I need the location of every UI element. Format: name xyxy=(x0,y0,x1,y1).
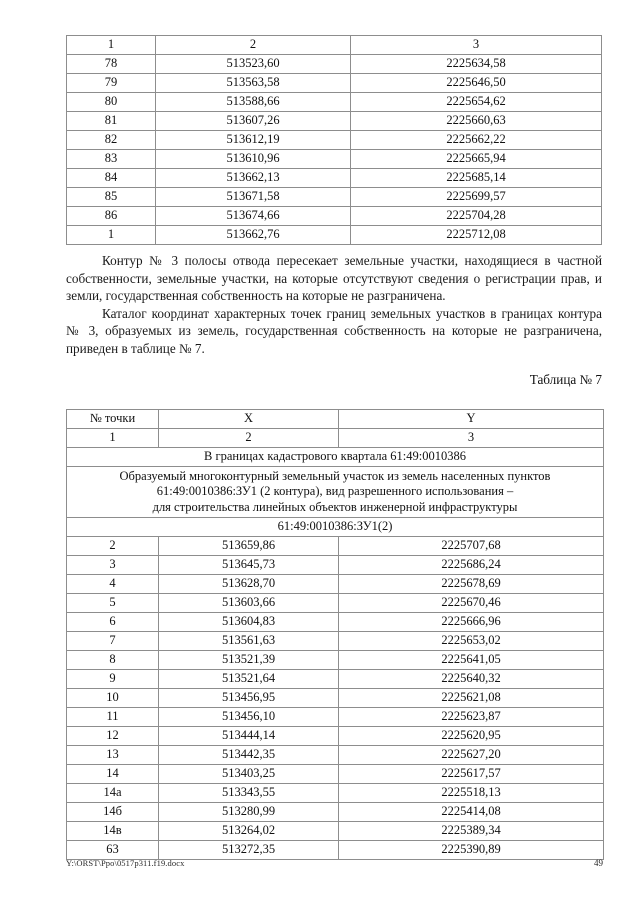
x-coordinate-cell: 513628,70 xyxy=(159,574,339,593)
x-coordinate-cell: 513612,19 xyxy=(156,131,351,150)
table-row-column-numbers xyxy=(67,429,604,448)
table-caption: Таблица № 7 xyxy=(529,372,602,387)
x-coordinate-cell: 513603,66 xyxy=(159,593,339,612)
x-coordinate-cell: 513272,35 xyxy=(159,840,339,859)
y-coordinate-cell: 2225678,69 xyxy=(339,574,604,593)
parcel-description-line-1: Образуемый многоконтурный земельный участок из земель населенных пунктов xyxy=(119,469,551,483)
point-number-cell: 8 xyxy=(67,650,159,669)
point-number-cell: 78 xyxy=(67,55,156,74)
header-cell-3: Y xyxy=(339,410,604,429)
x-coordinate-cell: 513561,63 xyxy=(159,631,339,650)
point-number-cell: 81 xyxy=(67,112,156,131)
table-row xyxy=(67,93,602,112)
point-number-cell: 63 xyxy=(67,840,159,859)
x-coordinate-cell: 513456,95 xyxy=(159,688,339,707)
point-number-cell: 79 xyxy=(67,74,156,93)
column-number-cell-1: 1 xyxy=(67,429,159,448)
table-row-column-numbers xyxy=(67,36,602,55)
point-number-cell: 83 xyxy=(67,150,156,169)
contour-label-cell: 61:49:0010386:ЗУ1(2) xyxy=(67,517,604,536)
coordinate-table-7 xyxy=(66,409,604,860)
point-number-cell: 3 xyxy=(67,555,159,574)
point-number-cell: 82 xyxy=(67,131,156,150)
x-coordinate-cell: 513442,35 xyxy=(159,745,339,764)
y-coordinate-cell: 2225670,46 xyxy=(339,593,604,612)
y-coordinate-cell: 2225707,68 xyxy=(339,536,604,555)
y-coordinate-cell: 2225699,57 xyxy=(351,188,602,207)
point-number-cell: 10 xyxy=(67,688,159,707)
point-number-cell: 11 xyxy=(67,707,159,726)
y-coordinate-cell: 2225621,08 xyxy=(339,688,604,707)
x-coordinate-cell: 513671,58 xyxy=(156,188,351,207)
y-coordinate-cell: 2225389,34 xyxy=(339,821,604,840)
table-two-body xyxy=(67,410,604,860)
table-row xyxy=(67,55,602,74)
point-number-cell: 5 xyxy=(67,593,159,612)
column-number-cell-3: 3 xyxy=(351,36,602,55)
header-cell-1: № точки xyxy=(67,410,159,429)
point-number-cell: 14б xyxy=(67,802,159,821)
table-row xyxy=(67,821,604,840)
table-header-row xyxy=(67,410,604,429)
x-coordinate-cell: 513264,02 xyxy=(159,821,339,840)
x-coordinate-cell: 513607,26 xyxy=(156,112,351,131)
x-coordinate-cell: 513521,39 xyxy=(159,650,339,669)
y-coordinate-cell: 2225518,13 xyxy=(339,783,604,802)
footer-file-path: Y:\ORST\Ppo\0517p311.f19.docx xyxy=(66,858,185,868)
table-row xyxy=(67,745,604,764)
point-number-cell: 12 xyxy=(67,726,159,745)
x-coordinate-cell: 513563,58 xyxy=(156,74,351,93)
y-coordinate-cell: 2225646,50 xyxy=(351,74,602,93)
y-coordinate-cell: 2225660,63 xyxy=(351,112,602,131)
table-row xyxy=(67,188,602,207)
y-coordinate-cell: 2225654,62 xyxy=(351,93,602,112)
table-row xyxy=(67,726,604,745)
table-row xyxy=(67,764,604,783)
point-number-cell: 4 xyxy=(67,574,159,593)
x-coordinate-cell: 513674,66 xyxy=(156,207,351,226)
point-number-cell: 86 xyxy=(67,207,156,226)
table-row xyxy=(67,802,604,821)
point-number-cell: 6 xyxy=(67,612,159,631)
page-footer xyxy=(66,858,603,868)
column-number-cell-2: 2 xyxy=(156,36,351,55)
table-row xyxy=(67,74,602,93)
y-coordinate-cell: 2225704,28 xyxy=(351,207,602,226)
parcel-description-cell xyxy=(67,467,604,518)
table-row xyxy=(67,112,602,131)
x-coordinate-cell: 513645,73 xyxy=(159,555,339,574)
x-coordinate-cell: 513659,86 xyxy=(159,536,339,555)
x-coordinate-cell: 513523,60 xyxy=(156,55,351,74)
y-coordinate-cell: 2225620,95 xyxy=(339,726,604,745)
table-row xyxy=(67,536,604,555)
paragraph-contour-3: Контур № 3 полосы отвода пересекает земельные участки, находящиеся в частной собственности, земельные участки, на которые отсутствуют сведения о регистрации прав, и земли, государственная собственность на которые не разграничена. xyxy=(66,253,602,304)
point-number-cell: 9 xyxy=(67,669,159,688)
table-row xyxy=(67,574,604,593)
x-coordinate-cell: 513456,10 xyxy=(159,707,339,726)
point-number-cell: 14в xyxy=(67,821,159,840)
table-row-cadastral-quarter xyxy=(67,448,604,467)
y-coordinate-cell: 2225662,22 xyxy=(351,131,602,150)
table-row xyxy=(67,150,602,169)
x-coordinate-cell: 513610,96 xyxy=(156,150,351,169)
table-row xyxy=(67,207,602,226)
table-one-body xyxy=(67,36,602,245)
y-coordinate-cell: 2225627,20 xyxy=(339,745,604,764)
column-number-cell-1: 1 xyxy=(67,36,156,55)
table-row xyxy=(67,783,604,802)
table-row xyxy=(67,631,604,650)
point-number-cell: 7 xyxy=(67,631,159,650)
y-coordinate-cell: 2225623,87 xyxy=(339,707,604,726)
point-number-cell: 84 xyxy=(67,169,156,188)
x-coordinate-cell: 513662,13 xyxy=(156,169,351,188)
table-row xyxy=(67,593,604,612)
point-number-cell: 14 xyxy=(67,764,159,783)
y-coordinate-cell: 2225665,94 xyxy=(351,150,602,169)
table-row xyxy=(67,669,604,688)
x-coordinate-cell: 513588,66 xyxy=(156,93,351,112)
y-coordinate-cell: 2225641,05 xyxy=(339,650,604,669)
y-coordinate-cell: 2225686,24 xyxy=(339,555,604,574)
y-coordinate-cell: 2225640,32 xyxy=(339,669,604,688)
paragraph-catalog-reference: Каталог координат характерных точек границ земельных участков в границах контура № 3, образуемых из земель, государственная собственность на которые не разграничена, приведен в таблице № 7. xyxy=(66,305,602,356)
x-coordinate-cell: 513521,64 xyxy=(159,669,339,688)
y-coordinate-cell: 2225653,02 xyxy=(339,631,604,650)
y-coordinate-cell: 2225414,08 xyxy=(339,802,604,821)
point-number-cell: 1 xyxy=(67,226,156,245)
x-coordinate-cell: 513444,14 xyxy=(159,726,339,745)
point-number-cell: 80 xyxy=(67,93,156,112)
point-number-cell: 2 xyxy=(67,536,159,555)
header-cell-2: X xyxy=(159,410,339,429)
y-coordinate-cell: 2225390,89 xyxy=(339,840,604,859)
table-row xyxy=(67,688,604,707)
x-coordinate-cell: 513343,55 xyxy=(159,783,339,802)
table-row xyxy=(67,169,602,188)
table-row xyxy=(67,612,604,631)
column-number-cell-2: 2 xyxy=(159,429,339,448)
column-number-cell-3: 3 xyxy=(339,429,604,448)
cadastral-quarter-cell: В границах кадастрового квартала 61:49:0010386 xyxy=(67,448,604,467)
table-row xyxy=(67,707,604,726)
table-row xyxy=(67,840,604,859)
x-coordinate-cell: 513403,25 xyxy=(159,764,339,783)
table-row-contour-label xyxy=(67,517,604,536)
footer-page-number: 49 xyxy=(594,858,603,868)
y-coordinate-cell: 2225712,08 xyxy=(351,226,602,245)
table-row-parcel-description xyxy=(67,467,604,518)
table-row xyxy=(67,131,602,150)
y-coordinate-cell: 2225666,96 xyxy=(339,612,604,631)
point-number-cell: 14а xyxy=(67,783,159,802)
body-paragraphs xyxy=(66,252,602,357)
coordinate-table-continued xyxy=(66,35,602,245)
x-coordinate-cell: 513280,99 xyxy=(159,802,339,821)
y-coordinate-cell: 2225685,14 xyxy=(351,169,602,188)
y-coordinate-cell: 2225634,58 xyxy=(351,55,602,74)
point-number-cell: 13 xyxy=(67,745,159,764)
table-row xyxy=(67,226,602,245)
x-coordinate-cell: 513662,76 xyxy=(156,226,351,245)
table-row xyxy=(67,650,604,669)
y-coordinate-cell: 2225617,57 xyxy=(339,764,604,783)
point-number-cell: 85 xyxy=(67,188,156,207)
parcel-description-line-3: для строительства линейных объектов инженерной инфраструктуры xyxy=(152,499,518,514)
parcel-description-line-2: 61:49:0010386:ЗУ1 (2 контура), вид разрешенного использования – xyxy=(156,484,514,499)
x-coordinate-cell: 513604,83 xyxy=(159,612,339,631)
table-row xyxy=(67,555,604,574)
